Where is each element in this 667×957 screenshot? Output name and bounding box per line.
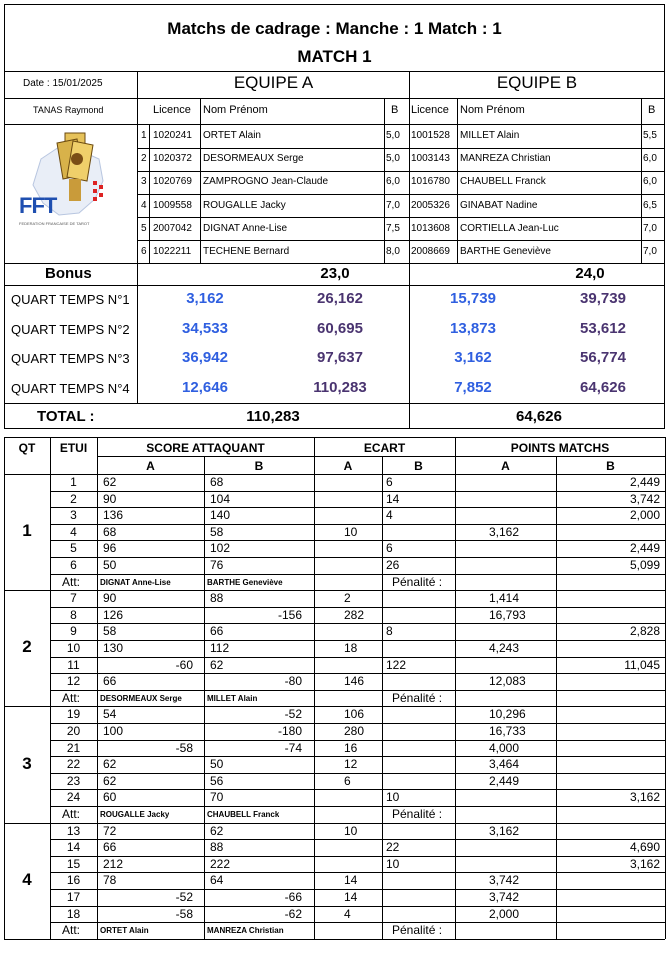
etui-number: 23 [66, 773, 81, 788]
divider [137, 240, 664, 241]
sub-ecart-a: A [343, 459, 353, 473]
ecart-b: 22 [386, 840, 400, 855]
ecart-a: 12 [344, 757, 358, 772]
etui-number: 22 [66, 757, 81, 772]
grid-line [50, 623, 665, 624]
score-b: -156 [277, 607, 302, 622]
grid-line [4, 823, 665, 824]
score-a: 66 [103, 674, 117, 689]
divider [457, 98, 458, 263]
ecart-a: 18 [344, 641, 358, 655]
col-ecart: ECART [363, 441, 406, 455]
match-header-sheet [4, 4, 665, 429]
quarter-a-cumul: 110,283 [313, 378, 367, 396]
ecart-a: 2 [344, 591, 351, 606]
penalite-label: Pénalité : [392, 923, 443, 938]
score-b: 102 [210, 541, 231, 556]
match-date: Date : 15/01/2025 [23, 78, 103, 89]
grid-line [97, 456, 665, 457]
score-a: 90 [103, 591, 117, 606]
ecart-a: 14 [344, 890, 358, 904]
score-b: 88 [210, 840, 224, 855]
sub-points-a: A [501, 459, 510, 473]
player-name: DIGNAT Anne-Lise [203, 222, 288, 234]
attaquant-label: Att: [62, 690, 81, 705]
grid-line [4, 437, 5, 939]
points-a: 16,793 [489, 607, 526, 622]
divider [5, 263, 664, 264]
quarter-number: 3 [22, 753, 32, 773]
col-licence-a: Licence [153, 104, 191, 116]
grid-line [665, 437, 666, 939]
etui-number: 15 [66, 856, 81, 871]
player-index: 3 [141, 176, 147, 188]
col-name-b: Nom Prénom [460, 104, 525, 116]
quarter-number: 2 [22, 637, 32, 657]
points-a: 16,733 [489, 724, 526, 738]
points-a: 3,742 [489, 890, 520, 904]
grid-line [50, 906, 665, 907]
score-b: 64 [210, 873, 224, 888]
attaquant-b-name: CHAUBELL Franck [207, 810, 280, 819]
score-a: 126 [103, 607, 124, 622]
attaquant-a-name: DESORMEAUX Serge [100, 693, 182, 703]
page-title: Matchs de cadrage : Manche : 1 Match : 1 [167, 19, 502, 38]
etui-number: 6 [70, 558, 77, 572]
ecart-a: 14 [344, 873, 358, 888]
divider [200, 98, 201, 263]
divider [5, 403, 664, 404]
score-b: 62 [210, 823, 224, 838]
quarter-a-cumul: 26,162 [317, 290, 363, 307]
player-licence: 1020241 [153, 130, 192, 141]
ecart-b: 6 [386, 541, 393, 556]
ecart-b: 26 [386, 558, 400, 572]
player-licence: 1013608 [411, 222, 450, 234]
player-licence: 1022211 [153, 246, 192, 257]
score-a: 50 [103, 558, 117, 572]
player-b: 7,0 [643, 222, 657, 234]
score-a: 96 [103, 541, 117, 556]
points-a: 2,449 [489, 773, 520, 788]
score-b: 70 [210, 790, 224, 805]
quarter-b-cumul: 53,612 [580, 319, 626, 337]
divider [137, 148, 664, 149]
col-score-attaquant: SCORE ATTAQUANT [146, 441, 265, 455]
grid-line [204, 456, 205, 939]
player-b: 5,0 [386, 153, 400, 165]
etui-number: 20 [66, 724, 81, 738]
grid-line [50, 773, 665, 774]
quarter-a: 36,942 [182, 349, 228, 366]
points-a: 1,414 [489, 591, 520, 606]
bonus-a: 23,0 [320, 265, 350, 282]
points-a: 4,243 [489, 641, 520, 655]
player-name: GINABAT Nadine [460, 199, 538, 211]
sub-points-b: B [606, 459, 615, 473]
grid-line [4, 437, 665, 438]
score-a: 78 [103, 873, 117, 888]
player-name: DESORMEAUX Serge [203, 153, 304, 165]
score-a: 72 [103, 823, 117, 838]
quarter-b: 3,162 [454, 349, 492, 366]
quarter-a: 3,162 [186, 290, 224, 307]
grid-line [382, 456, 383, 939]
player-licence: 1020769 [153, 176, 192, 188]
points-b: 11,045 [624, 657, 660, 672]
logo-letters: FFT [19, 193, 57, 218]
grid-line [4, 590, 665, 591]
attaquant-b-name: BARTHE Geneviève [207, 577, 283, 587]
points-b: 5,099 [629, 558, 660, 572]
score-a: -52 [175, 890, 193, 904]
quarter-number: 1 [22, 521, 32, 541]
attaquant-a-name: ROUGALLE Jacky [100, 810, 170, 819]
ecart-b: 6 [386, 475, 393, 489]
player-index: 2 [141, 153, 147, 165]
player-b: 6,0 [386, 176, 400, 188]
ecart-a: 146 [344, 674, 365, 689]
etui-number: 9 [70, 624, 77, 639]
points-b: 2,449 [629, 475, 660, 489]
total-a: 110,283 [246, 408, 300, 425]
grid-line [50, 806, 665, 807]
attaquant-label: Att: [62, 807, 81, 821]
grid-line [50, 524, 665, 525]
player-index: 5 [141, 222, 147, 234]
ecart-a: 282 [344, 607, 365, 622]
sub-ecart-b: B [414, 459, 423, 473]
points-b: 3,742 [629, 491, 660, 506]
etui-number: 4 [70, 524, 77, 539]
etui-number: 14 [66, 840, 81, 855]
divider [137, 71, 138, 403]
score-a: -58 [175, 906, 193, 921]
sub-score-b: B [254, 459, 264, 473]
score-a: 136 [103, 508, 124, 523]
attaquant-label: Att: [62, 923, 81, 938]
etui-number: 24 [66, 790, 81, 805]
points-b: 3,162 [629, 790, 660, 805]
col-name-a: Nom Prénom [203, 104, 268, 116]
ecart-b: 10 [386, 856, 400, 871]
grid-line [50, 789, 665, 790]
quarter-b-cumul: 39,739 [580, 290, 626, 307]
etui-number: 16 [66, 873, 81, 888]
col-qt: QT [18, 441, 36, 455]
grid-line [50, 922, 665, 923]
grid-line [97, 437, 98, 939]
etui-number: 18 [66, 906, 81, 921]
etui-number: 5 [70, 541, 77, 556]
player-b: 7,0 [643, 246, 657, 257]
etui-number: 17 [66, 890, 81, 904]
etui-number: 1 [70, 475, 77, 489]
quarter-a: 12,646 [182, 378, 228, 396]
score-a: 68 [103, 524, 117, 539]
quarter-b-cumul: 64,626 [580, 378, 626, 396]
score-a: -58 [175, 740, 193, 755]
points-a: 3,742 [489, 873, 520, 888]
etui-number: 12 [66, 674, 81, 689]
bonus-b: 24,0 [575, 265, 605, 282]
points-b: 2,449 [629, 541, 660, 556]
ecart-b: 122 [386, 657, 407, 672]
player-name: MANREZA Christian [460, 153, 551, 165]
col-points-matchs: POINTS MATCHS [510, 441, 610, 455]
score-a: 212 [103, 856, 124, 871]
divider [5, 71, 664, 72]
player-b: 7,5 [386, 222, 400, 234]
grid-line [50, 557, 665, 558]
player-licence: 1003143 [411, 153, 450, 165]
divider [137, 194, 664, 195]
points-a: 3,464 [489, 757, 520, 772]
player-name: CHAUBELL Franck [460, 176, 546, 188]
total-label: TOTAL : [37, 408, 95, 425]
attaquant-a-name: ORTET Alain [100, 926, 149, 936]
quarter-a-cumul: 60,695 [317, 319, 363, 337]
grid-line [50, 889, 665, 890]
divider [409, 71, 410, 429]
score-b: -66 [284, 890, 302, 904]
grid-line [50, 437, 51, 939]
points-b: 4,690 [629, 840, 660, 855]
player-licence: 2007042 [153, 222, 192, 234]
ecart-a: 280 [344, 724, 365, 738]
points-a: 2,000 [489, 906, 520, 921]
player-b: 6,0 [643, 176, 657, 188]
grid-line [50, 491, 665, 492]
player-b: 6,5 [643, 199, 657, 211]
score-a: 62 [103, 773, 117, 788]
score-b: -80 [284, 674, 302, 689]
match-subtitle: MATCH 1 [297, 47, 372, 66]
points-a: 3,162 [489, 823, 520, 838]
etui-number: 3 [70, 508, 77, 523]
points-a: 4,000 [489, 740, 520, 755]
grid-line [50, 540, 665, 541]
col-b-b: B [648, 104, 656, 116]
score-a: 62 [103, 475, 117, 489]
score-b: -62 [284, 906, 302, 921]
ecart-b: 8 [386, 624, 393, 639]
etui-number: 11 [67, 657, 80, 672]
player-name: MILLET Alain [460, 130, 520, 141]
federation-logo [19, 129, 119, 237]
player-name: ORTET Alain [203, 130, 261, 141]
divider [137, 171, 664, 172]
grid-line [50, 756, 665, 757]
referee-name: TANAS Raymond [33, 105, 104, 115]
player-index: 1 [141, 130, 147, 141]
points-a: 10,296 [489, 707, 526, 722]
score-table [4, 437, 665, 940]
points-b: 2,000 [629, 508, 660, 523]
total-b: 64,626 [516, 408, 562, 425]
divider [641, 98, 642, 263]
quarter-label: QUART TEMPS N°2 [11, 321, 130, 337]
ecart-b: 10 [386, 790, 400, 805]
quarter-a: 34,533 [182, 319, 228, 337]
score-b: 222 [210, 856, 231, 871]
ecart-a: 106 [344, 707, 365, 722]
grid-line [50, 740, 665, 741]
score-a: 54 [103, 707, 117, 722]
grid-line [4, 474, 665, 475]
score-b: -180 [277, 724, 302, 738]
score-b: 140 [210, 508, 231, 523]
score-b: 68 [210, 475, 224, 489]
divider [137, 217, 664, 218]
grid-line [556, 456, 557, 939]
attaquant-b-name: MANREZA Christian [207, 926, 284, 936]
score-b: 66 [210, 624, 224, 639]
points-a: 3,162 [489, 524, 520, 539]
player-b: 8,0 [386, 246, 400, 257]
divider [5, 124, 664, 125]
col-b-a: B [391, 104, 399, 116]
col-licence-b: Licence [411, 104, 449, 116]
divider [5, 98, 664, 99]
divider [149, 124, 150, 263]
grid-line [455, 437, 456, 939]
score-a: 130 [103, 641, 124, 655]
score-a: 90 [103, 491, 117, 506]
etui-number: 19 [66, 707, 81, 722]
ecart-a: 16 [344, 740, 358, 755]
score-b: -74 [284, 740, 302, 755]
player-name: CORTIELLA Jean-Luc [460, 222, 559, 234]
grid-line [4, 939, 665, 940]
score-a: 62 [103, 757, 117, 772]
score-b: 56 [210, 773, 224, 788]
player-name: TECHENE Bernard [203, 246, 290, 257]
team-b-title: EQUIPE B [496, 73, 578, 92]
score-b: 50 [210, 757, 224, 772]
col-etui: ETUI [59, 441, 88, 455]
divider [384, 98, 385, 263]
ecart-b: 4 [386, 508, 393, 523]
score-a: 58 [103, 624, 117, 639]
score-b: 104 [210, 491, 231, 506]
quarter-b: 7,852 [454, 378, 492, 396]
quarter-b-cumul: 56,774 [580, 349, 626, 366]
etui-number: 21 [66, 740, 81, 755]
player-name: ROUGALLE Jacky [203, 199, 286, 211]
penalite-label: Pénalité : [392, 574, 443, 589]
divider [5, 285, 664, 286]
player-licence: 1016780 [411, 176, 450, 188]
score-a: 66 [103, 840, 117, 855]
grid-line [50, 574, 665, 575]
logo-caption: FEDERATION FRANCAISE DE TAROT [19, 221, 90, 226]
player-b: 7,0 [386, 199, 400, 211]
attaquant-label: Att: [62, 574, 81, 589]
ecart-a: 4 [344, 906, 351, 921]
quarter-label: QUART TEMPS N°1 [11, 292, 130, 307]
grid-line [50, 673, 665, 674]
grid-line [50, 872, 665, 873]
grid-line [50, 657, 665, 658]
player-licence: 1001528 [411, 130, 450, 141]
grid-line [50, 507, 665, 508]
penalite-label: Pénalité : [392, 690, 443, 705]
team-a-title: EQUIPE A [233, 73, 314, 92]
sub-score-a: A [146, 459, 155, 473]
etui-number: 13 [66, 823, 81, 838]
score-a: 100 [103, 724, 124, 738]
player-index: 4 [141, 199, 147, 211]
points-b: 3,162 [629, 856, 660, 871]
player-licence: 1009558 [153, 199, 192, 211]
player-b: 5,0 [386, 130, 400, 141]
points-a: 12,083 [489, 674, 526, 689]
grid-line [50, 856, 665, 857]
score-b: 62 [210, 657, 224, 672]
score-b: 112 [210, 641, 230, 655]
quarter-label: QUART TEMPS N°3 [11, 351, 130, 366]
player-name: BARTHE Geneviève [460, 246, 551, 257]
ecart-a: 10 [344, 524, 358, 539]
quarter-number: 4 [22, 869, 32, 889]
ecart-a: 6 [344, 773, 351, 788]
grid-line [50, 607, 665, 608]
player-index: 6 [141, 246, 147, 257]
player-b: 6,0 [643, 153, 657, 165]
etui-number: 10 [66, 641, 81, 655]
grid-line [50, 640, 665, 641]
ecart-a: 10 [344, 823, 358, 838]
ecart-b: 14 [386, 491, 400, 506]
grid-line [50, 839, 665, 840]
points-b: 2,828 [629, 624, 660, 639]
score-b: 58 [210, 524, 224, 539]
score-a: 60 [103, 790, 117, 805]
quarter-a-cumul: 97,637 [317, 349, 363, 366]
quarter-b: 13,873 [450, 319, 496, 337]
bonus-label: Bonus [45, 265, 92, 282]
attaquant-a-name: DIGNAT Anne-Lise [100, 577, 171, 587]
score-a: -60 [175, 657, 193, 672]
etui-number: 7 [70, 591, 77, 606]
grid-line [50, 723, 665, 724]
attaquant-b-name: MILLET Alain [207, 693, 258, 703]
grid-line [50, 690, 665, 691]
player-licence: 2008669 [411, 246, 450, 257]
player-b: 5,5 [643, 130, 657, 141]
penalite-label: Pénalité : [392, 807, 443, 821]
etui-number: 8 [70, 607, 77, 622]
grid-line [314, 437, 315, 939]
player-licence: 2005326 [411, 199, 450, 211]
score-b: 76 [210, 558, 224, 572]
grid-line [4, 706, 665, 707]
score-b: 88 [210, 591, 224, 606]
quarter-b: 15,739 [450, 290, 496, 307]
quarter-label: QUART TEMPS N°4 [11, 380, 130, 396]
score-b: -52 [284, 707, 302, 722]
player-licence: 1020372 [153, 153, 192, 165]
player-name: ZAMPROGNO Jean-Claude [203, 176, 329, 188]
etui-number: 2 [70, 491, 77, 506]
